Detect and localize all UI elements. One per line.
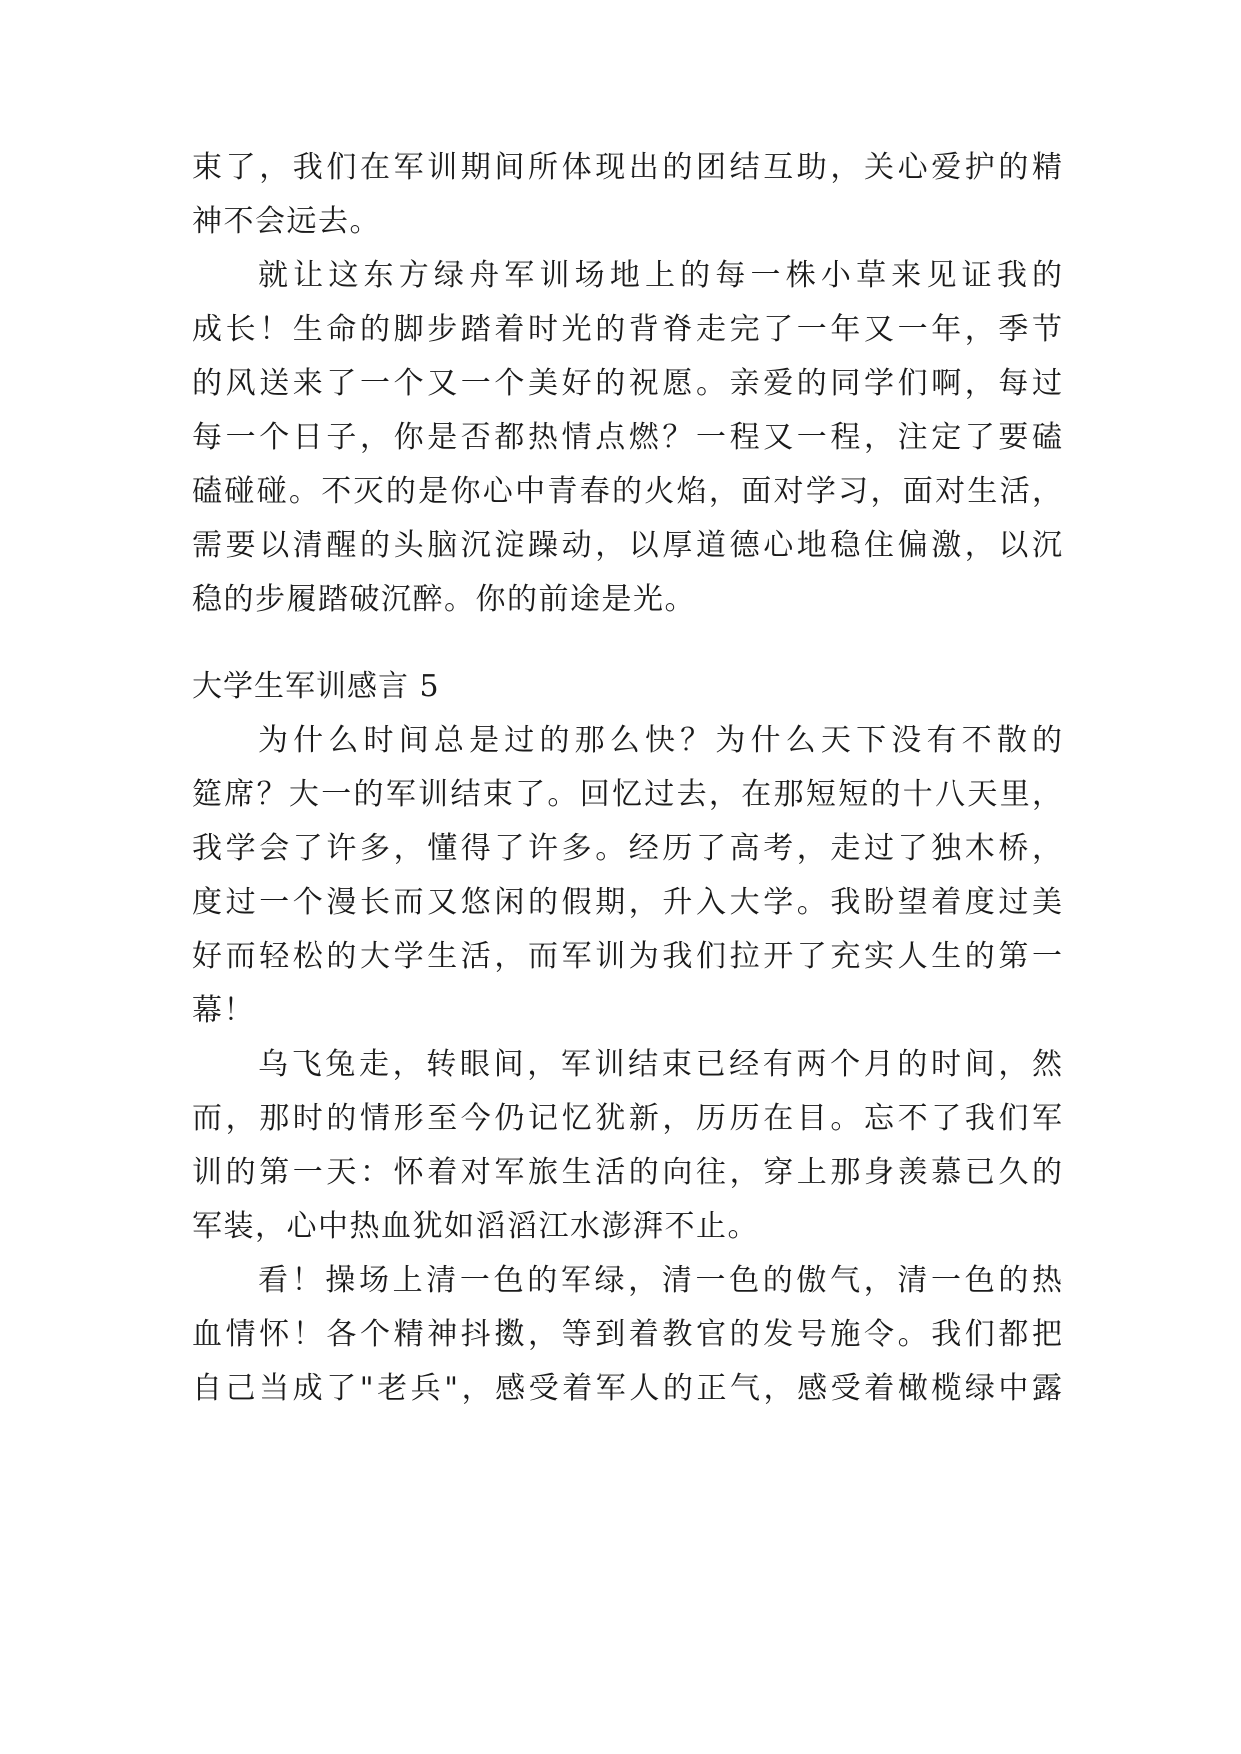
text-line: 自己当成了"老兵"，感受着军人的正气，感受着橄榄绿中露 (192, 1371, 1062, 1406)
text-line: 而，那时的情形至今仍记忆犹新，历历在目。忘不了我们军 (192, 1101, 1062, 1136)
text-line: 军装，心中热血犹如滔滔江水澎湃不止。 (192, 1209, 759, 1244)
text-line: 筵席？大一的军训结束了。回忆过去，在那短短的十八天里， (192, 777, 1062, 812)
text-line: 我学会了许多，懂得了许多。经历了高考，走过了独木桥， (192, 831, 1062, 866)
text-line: 乌飞兔走，转眼间，军训结束已经有两个月的时间，然 (258, 1047, 1062, 1082)
text-line: 血情怀！各个精神抖擞，等到着教官的发号施令。我们都把 (192, 1317, 1062, 1352)
text-line: 为什么时间总是过的那么快？为什么天下没有不散的 (258, 723, 1062, 758)
section-heading: 大学生军训感言 5 (192, 669, 440, 704)
text-line: 束了，我们在军训期间所体现出的团结互助，关心爱护的精 (192, 150, 1062, 185)
text-line: 幕！ (192, 993, 255, 1028)
text-line: 磕碰碰。不灭的是你心中青春的火焰，面对学习，面对生活， (192, 474, 1062, 509)
text-line: 训的第一天：怀着对军旅生活的向往，穿上那身羡慕已久的 (192, 1155, 1062, 1190)
text-line: 看！操场上清一色的军绿，清一色的傲气，清一色的热 (258, 1263, 1062, 1298)
text-line: 稳的步履踏破沉醉。你的前途是光。 (192, 582, 696, 617)
text-line: 神不会远去。 (192, 204, 381, 239)
text-line: 需要以清醒的头脑沉淀躁动，以厚道德心地稳住偏激，以沉 (192, 528, 1062, 563)
text-line: 就让这东方绿舟军训场地上的每一株小草来见证我的 (258, 258, 1062, 293)
text-line: 度过一个漫长而又悠闲的假期，升入大学。我盼望着度过美 (192, 885, 1062, 920)
text-line: 好而轻松的大学生活，而军训为我们拉开了充实人生的第一 (192, 939, 1062, 974)
text-line: 每一个日子，你是否都热情点燃？一程又一程，注定了要磕 (192, 420, 1062, 455)
text-line: 成长！生命的脚步踏着时光的背脊走完了一年又一年，季节 (192, 312, 1062, 347)
text-line: 的风送来了一个又一个美好的祝愿。亲爱的同学们啊，每过 (192, 366, 1062, 401)
